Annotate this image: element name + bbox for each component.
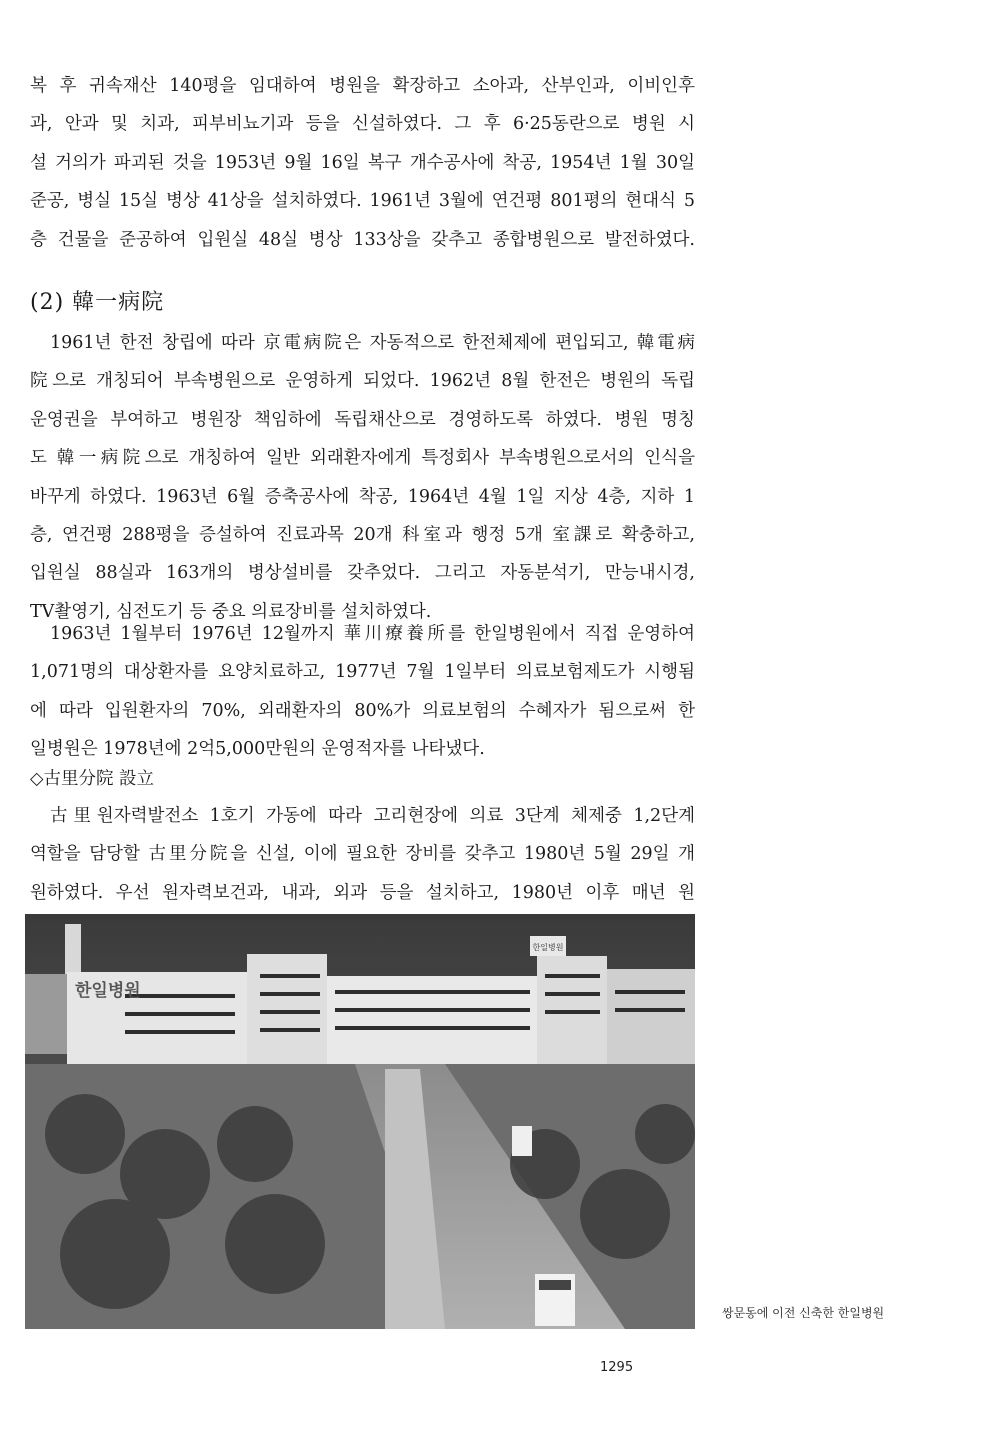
section-title: (2) 韓一病院 (30, 290, 165, 315)
paragraph-hospital-history (30, 67, 695, 259)
text-line: 준공, 병실 15실 병상 41상을 설치하였다. 1961년 3월에 연건평 801평의 현대식 5 (30, 191, 695, 212)
text-line: 입원실 88실과 163개의 병상설비를 갖추었다. 그리고 자동분석기, 만능내시경, (30, 563, 695, 584)
text-line: 1963년 1월부터 1976년 12월까지 華川療養所를 한일병원에서 직접 운영하여 (50, 624, 695, 644)
text-line: 1,071명의 대상환자를 요양치료하고, 1977년 7월 1일부터 의료보험제도가 시행됨 (30, 662, 695, 683)
hospital-photo (25, 914, 695, 1329)
text-line: 복 후 귀속재산 140평을 임대하여 병원을 확장하고 소아과, 산부인과, 이비인후 (30, 76, 695, 96)
paragraph-hwacheon-sanatorium (30, 615, 695, 769)
text-line: 층 건물을 준공하여 입원실 48실 병상 133상을 갖추고 종합병원으로 발전하였다. (30, 229, 695, 250)
text-line: 도 韓一病院으로 개칭하여 일반 외래환자에게 특정회사 부속병원으로서의 인식을 (30, 448, 695, 469)
photo-caption: 쌍문동에 이전 신축한 한일병원 (722, 1306, 885, 1320)
text-line: 층, 연건평 288평을 증설하여 진료과목 20개 科室과 행정 5개 室課로 확충하고, (30, 525, 695, 546)
text-line: 院으로 개칭되어 부속병원으로 운영하게 되었다. 1962년 8월 한전은 병원의 독립 (30, 371, 695, 392)
text-line: 古里원자력발전소 1호기 가동에 따라 고리현장에 의료 3단계 체제중 1,2단계 (50, 806, 695, 826)
text-line: 일병원은 1978년에 2억5,000만원의 운영적자를 나타냈다. (30, 739, 485, 760)
paragraph-hanil-founding (30, 324, 695, 631)
text-line: 설 거의가 파괴된 것을 1953년 9월 16일 복구 개수공사에 착공, 1954년 1월 30일 (30, 152, 695, 173)
text-line: 에 따라 입원환자의 70%, 외래환자의 80%가 의료보험의 수혜자가 됨으로써 한 (30, 700, 695, 721)
building-sign-text: 한일병원 (75, 981, 141, 1001)
text-line: 원하였다. 우선 원자력보건과, 내과, 외과 등을 설치하고, 1980년 이후 매년 원 (30, 882, 695, 903)
text-line: 바꾸게 하였다. 1963년 6월 증축공사에 착공, 1964년 4월 1일 지상 4층, 지하 1 (30, 486, 695, 507)
roof-sign-text: 한일병원 (532, 943, 564, 952)
page-number: 1295 (600, 1360, 634, 1375)
text-line: 운영권을 부여하고 병원장 책임하에 독립채산으로 경영하도록 하였다. 병원 명칭 (30, 409, 695, 430)
text-line: 과, 안과 및 치과, 피부비뇨기과 등을 신설하였다. 그 후 6·25동란으로 병원 시 (30, 114, 695, 135)
text-line: TV촬영기, 심전도기 등 중요 의료장비를 설치하였다. (30, 601, 432, 622)
text-line: 역할을 담당할 古里分院을 신설, 이에 필요한 장비를 갖추고 1980년 5월 29일 개 (30, 844, 695, 865)
sub-heading: ◇古里分院 設立 (30, 769, 155, 789)
text-line: 1961년 한전 창립에 따라 京電病院은 자동적으로 한전체제에 편입되고, 韓電病 (50, 333, 695, 353)
paragraph-gori-branch (30, 797, 695, 912)
